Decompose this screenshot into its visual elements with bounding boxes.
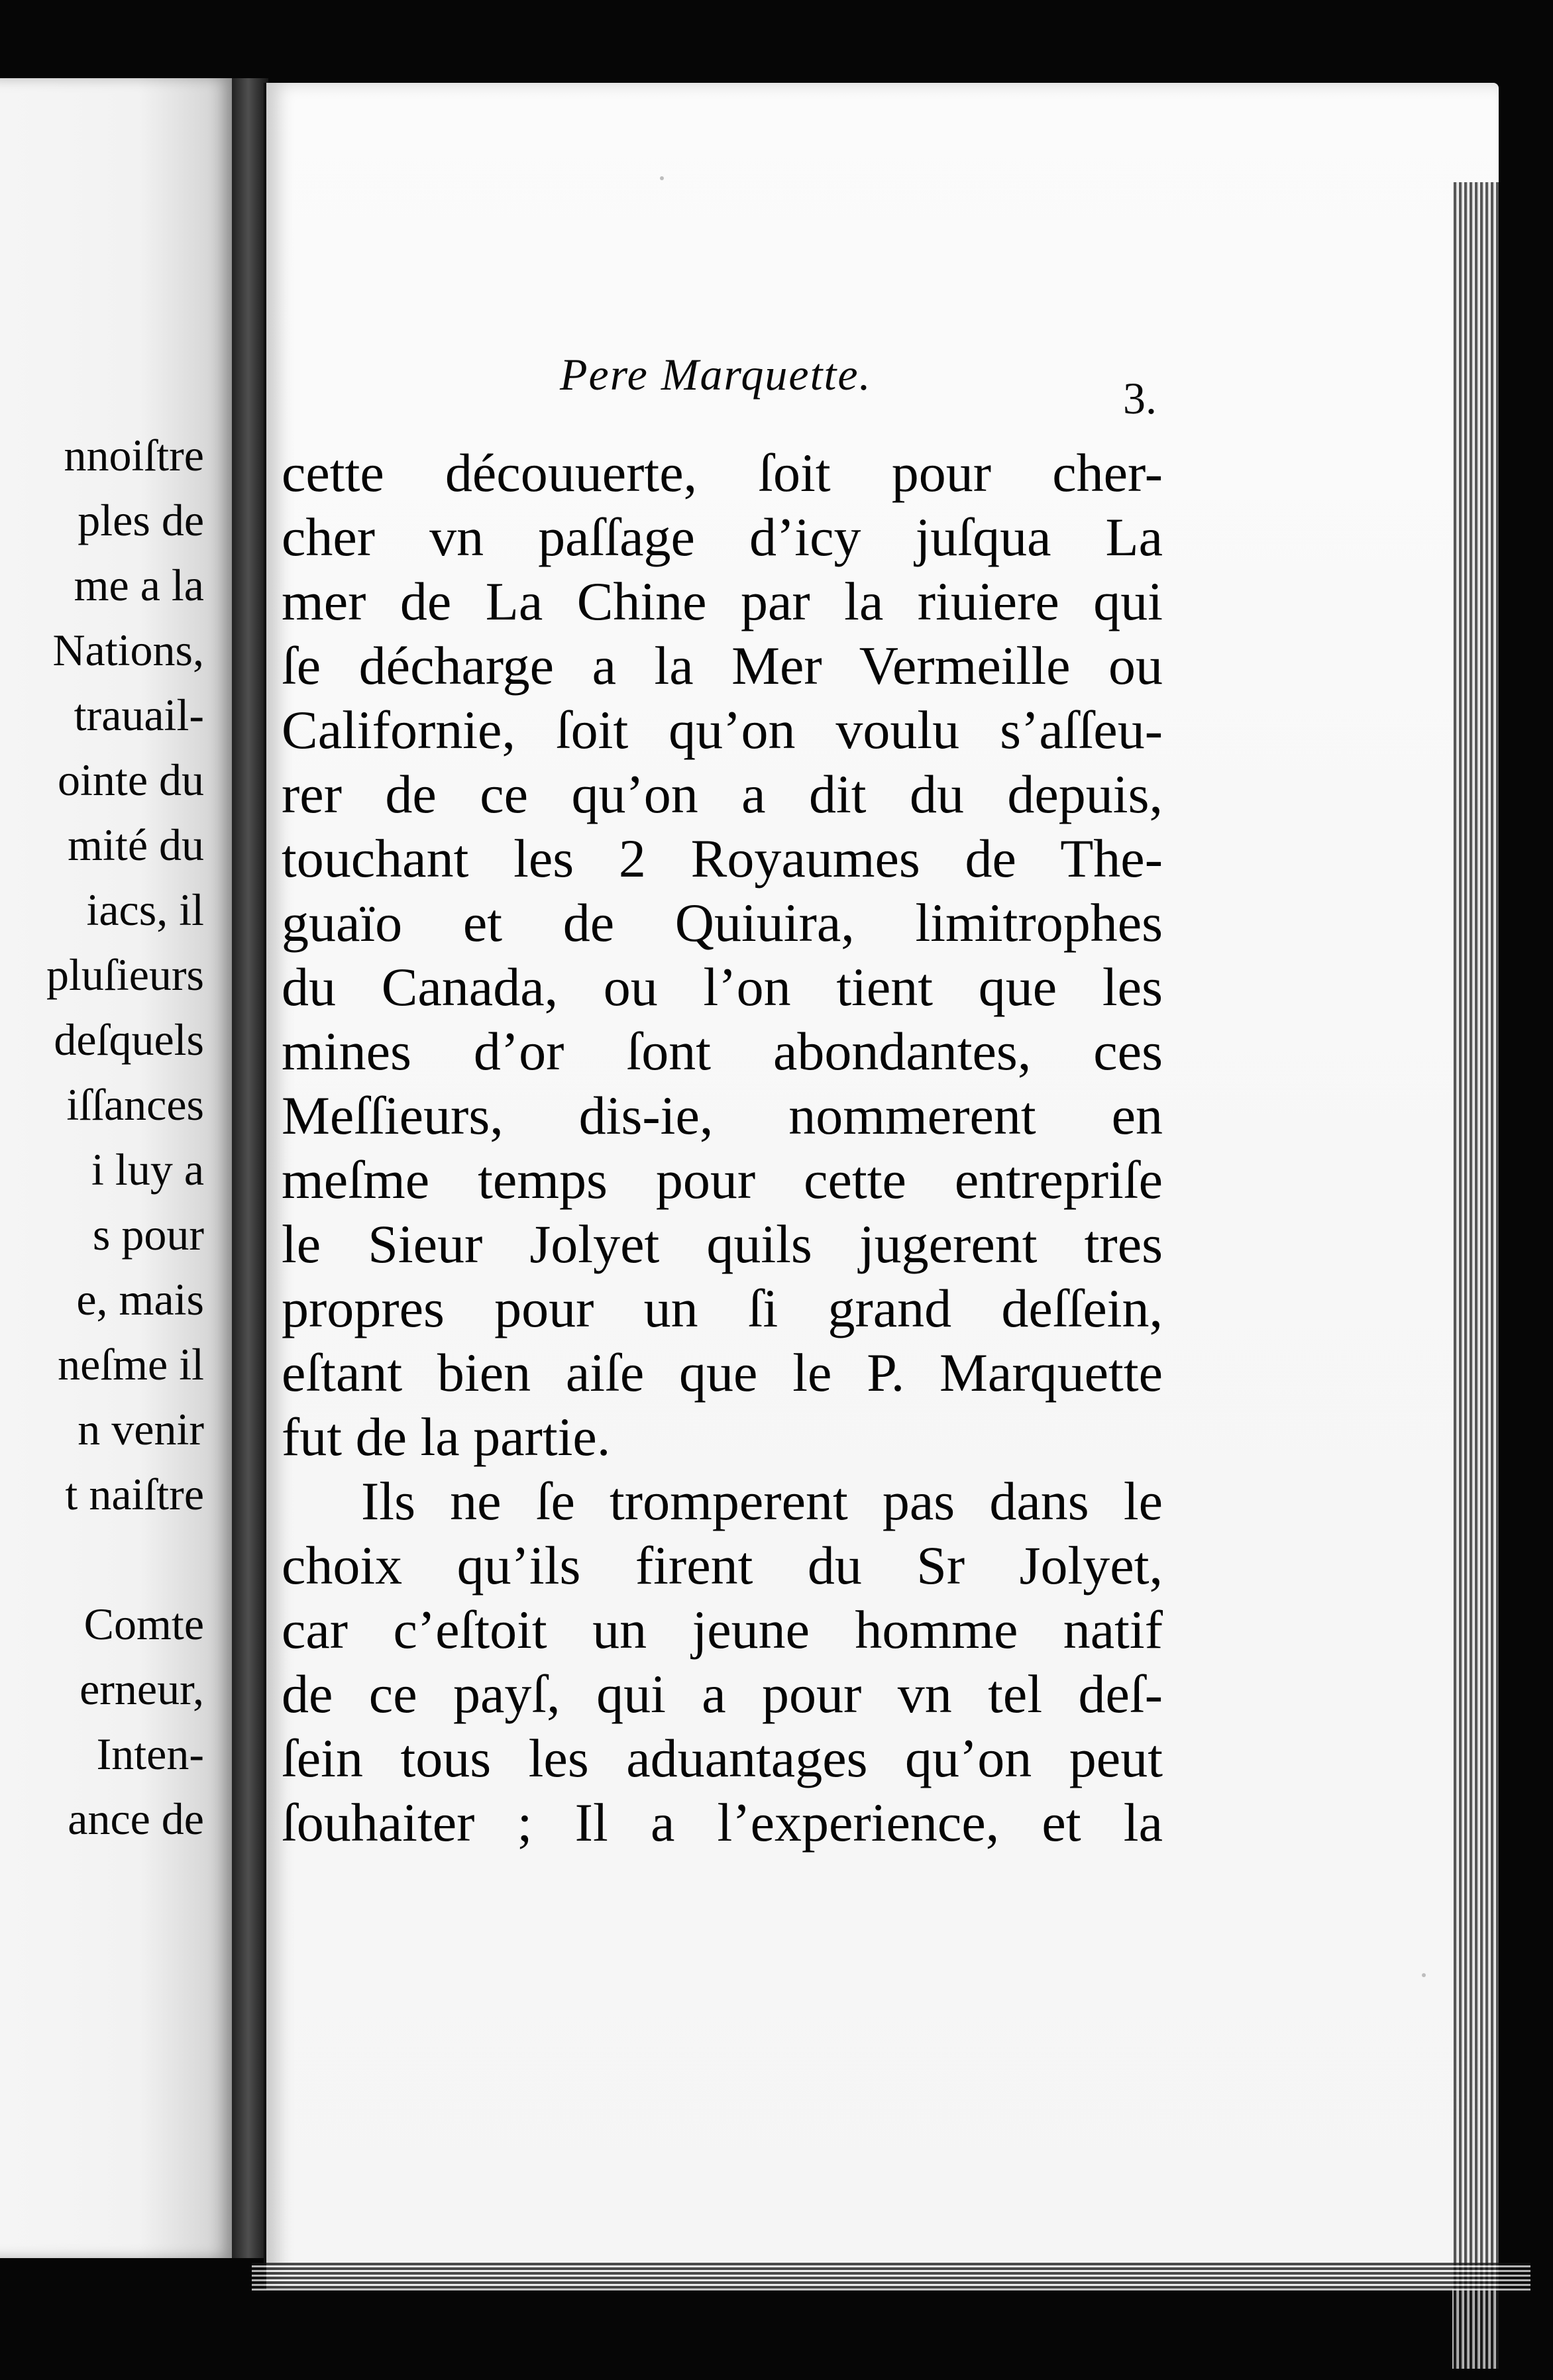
right-page-line: Ils ne ſe tromperent pas dans le [361, 1471, 1163, 1531]
page-edge [1452, 182, 1499, 2369]
left-page-line: e, mais [76, 1274, 204, 1325]
right-page-line: ſe décharge a la Mer Vermeille ou [282, 635, 1163, 696]
right-page-line: de ce payſ, qui a pour vn tel deſ- [282, 1664, 1163, 1724]
right-page-line: mines d’or ſont abondantes, ces [282, 1021, 1163, 1081]
left-page-line: Inten- [96, 1729, 204, 1779]
paper-speck [1422, 1973, 1426, 1977]
left-page-line: t naiſtre [65, 1469, 204, 1519]
paper-speck [660, 176, 664, 180]
page-gutter-shadow [232, 78, 268, 2258]
right-page-line: choix qu’ils firent du Sr Jolyet, [282, 1535, 1163, 1596]
left-page-line: iſſances [66, 1079, 204, 1130]
left-page-line: trauail- [74, 690, 204, 740]
left-page-line: Nations, [52, 625, 204, 675]
right-page-line: le Sieur Jolyet quils jugerent tres [282, 1214, 1163, 1274]
right-page-line: cette découuerte, ſoit pour cher- [282, 443, 1163, 503]
left-page-text [0, 423, 204, 1851]
left-page-line: Comte [83, 1599, 204, 1649]
right-page-line: guaïo et de Quiuira, limitrophes [282, 892, 1163, 953]
left-page-line: s pour [92, 1209, 204, 1260]
right-page-line: meſme temps pour cette entrepriſe [282, 1150, 1163, 1210]
left-page-line: n venir [78, 1404, 204, 1454]
left-page-line: i luy a [91, 1144, 204, 1195]
right-page-line: eſtant bien aiſe que le P. Marquette [282, 1342, 1163, 1403]
left-page-line: neſme il [58, 1339, 204, 1389]
right-page-line: mer de La Chine par la riuiere qui [282, 571, 1163, 631]
right-page-line: ſein tous les aduantages qu’on peut [282, 1728, 1163, 1788]
left-page-line: pluſieurs [46, 949, 204, 1000]
left-page-line: me a la [74, 560, 204, 610]
running-head: Pere Marquette. [560, 349, 872, 400]
right-page-line: rer de ce qu’on a dit du depuis, [282, 764, 1163, 824]
right-page-line: ſouhaiter ; Il a l’experience, et la [282, 1792, 1163, 1853]
left-page-line: ointe du [58, 755, 204, 805]
left-page-line: nnoiſtre [64, 430, 204, 480]
right-page-line: propres pour un ſi grand deſſein, [282, 1278, 1163, 1338]
right-page-text [282, 441, 1163, 1855]
left-page-line: ance de [68, 1794, 204, 1844]
right-page-line: touchant les 2 Royaumes de The- [282, 828, 1163, 889]
left-page-line: deſquels [54, 1014, 204, 1065]
right-page-line: Meſſieurs, dis-ie, nommerent en [282, 1085, 1163, 1146]
right-page-line: Californie, ſoit qu’on voulu s’aſſeu- [282, 700, 1163, 760]
right-page-line: cher vn paſſage d’icy juſqua La [282, 507, 1163, 567]
left-page-line: iacs, il [86, 885, 204, 935]
left-page-line: erneur, [80, 1664, 204, 1714]
page-number: 3. [1123, 373, 1157, 423]
right-page-line: du Canada, ou l’on tient que les [282, 957, 1163, 1017]
left-page-line: ples de [78, 495, 204, 545]
left-page [0, 78, 235, 2258]
page-bottom-edge [252, 2263, 1530, 2291]
left-page-line: mité du [68, 820, 204, 870]
right-page-line: car c’eſtoit un jeune homme natif [282, 1599, 1163, 1660]
left-page-line [0, 1527, 204, 1592]
right-page-line: fut de la partie. [282, 1407, 611, 1467]
